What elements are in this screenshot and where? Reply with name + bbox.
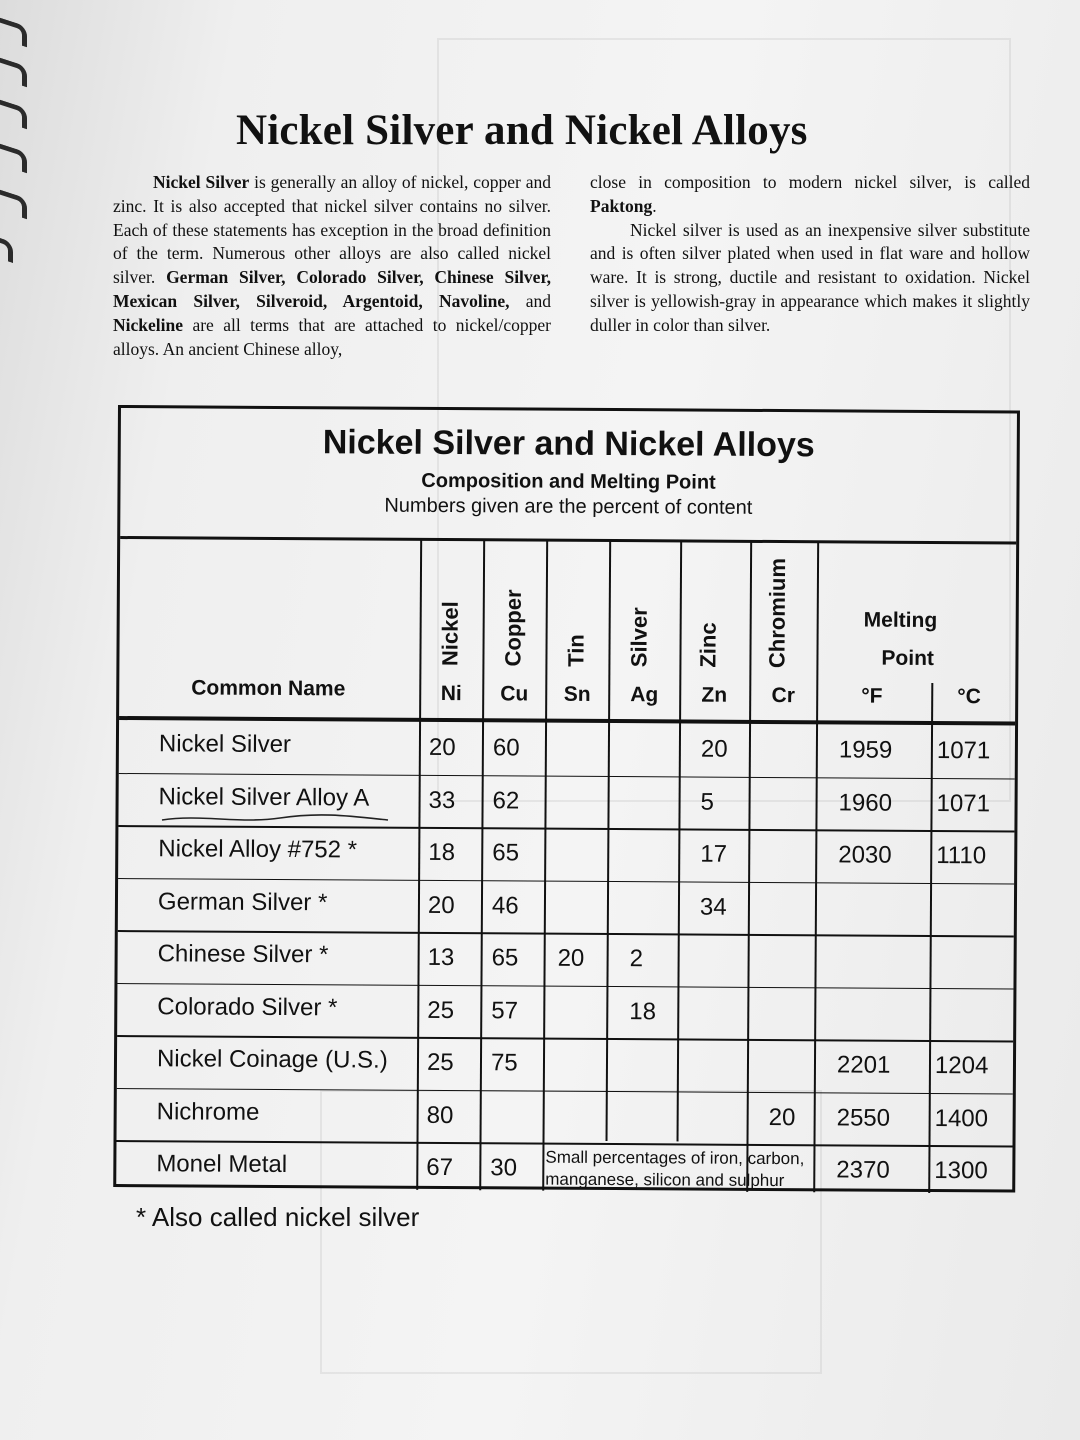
cell-ni: 33	[428, 786, 456, 814]
cell-ni: 67	[426, 1153, 454, 1182]
cell-ni: 25	[427, 996, 455, 1024]
cell-ni: 20	[427, 891, 455, 919]
symbol-cr: Cr	[771, 683, 795, 708]
cell-cr: 20	[768, 1103, 796, 1131]
alloy-name: Chinese Silver *	[157, 940, 329, 969]
row-divider	[118, 930, 1014, 937]
cell-zn: 5	[700, 788, 715, 816]
cell-zn: 34	[699, 893, 727, 921]
right-text-column	[590, 171, 1030, 338]
cell-zn: 20	[700, 735, 728, 763]
left-text-column	[113, 171, 551, 361]
cell-f: 2370	[836, 1156, 890, 1184]
symbol-cu: Cu	[500, 682, 529, 706]
row-divider	[118, 825, 1014, 832]
cell-ni: 13	[427, 943, 455, 972]
composition-remark: Small percentages of iron, carbon, manganese, silicon and sulphur	[545, 1147, 805, 1191]
cell-zn: 17	[700, 840, 728, 868]
intro-paragraph: Nickel Silver is generally an alloy of nickel, copper and zinc. It is also accepted that nickel silver contains no silver. Each of these statements has exception in the broad definition of the term. Numerous other alloys are also called nickel silver. German Silver, Colorado Silver, Chinese Silver, Mexican Silver, Silveroid, Argentoid, Navoline, and Nickeline are all terms that are attached to nickel/copper alloys. An ancient Chinese alloy,	[113, 172, 551, 359]
row-divider	[118, 878, 1014, 885]
cell-c: 1300	[934, 1157, 988, 1185]
row-divider	[117, 983, 1013, 990]
col-silver: Silver	[626, 607, 652, 668]
cell-cu: 57	[491, 996, 519, 1024]
cell-f: 2030	[838, 841, 892, 869]
table-title: Nickel Silver and Nickel Alloys	[322, 423, 815, 465]
cell-f: 1959	[838, 736, 893, 764]
table-note: Numbers given are the percent of content	[384, 494, 753, 519]
symbol-ag: Ag	[630, 683, 659, 707]
row-divider	[119, 773, 1015, 780]
cell-c: 1110	[936, 842, 987, 870]
col-chromium: Chromium	[764, 557, 791, 669]
cell-cu: 75	[490, 1049, 518, 1077]
header-celsius: °C	[957, 685, 981, 709]
cell-ni: 80	[426, 1101, 454, 1129]
alloy-name: Colorado Silver *	[157, 992, 338, 1021]
cell-cu: 46	[491, 891, 519, 919]
header-fahrenheit: °F	[861, 684, 883, 708]
alloy-table	[113, 405, 1020, 1192]
alloy-name: German Silver *	[157, 887, 328, 916]
cell-c: 1071	[936, 789, 991, 817]
row-divider	[117, 1035, 1013, 1042]
row-divider	[117, 1088, 1013, 1095]
cell-ni: 25	[426, 1048, 454, 1077]
symbol-sn: Sn	[563, 682, 591, 706]
spiral-binding	[0, 0, 28, 280]
cell-f: 1960	[838, 788, 893, 817]
cell-f: 2201	[836, 1051, 891, 1079]
cell-c: 1400	[934, 1104, 989, 1132]
cell-cu: 60	[492, 734, 520, 762]
header-common-name: Common Name	[191, 676, 346, 701]
handwritten-underline	[160, 812, 390, 826]
alloy-name: Nickel Coinage (U.S.)	[156, 1045, 388, 1074]
cell-cu: 62	[492, 786, 520, 814]
cell-sn: 20	[557, 944, 585, 972]
cell-ni: 18	[428, 838, 456, 867]
col-tin: Tin	[563, 634, 589, 667]
alloy-name: Nichrome	[156, 1097, 260, 1126]
col-nickel: Nickel	[437, 601, 463, 667]
cell-ag: 18	[629, 997, 657, 1025]
header-melting: Melting	[863, 608, 938, 633]
cell-cu: 65	[491, 944, 519, 972]
alloy-name: Nickel Silver Alloy A	[158, 782, 370, 812]
cell-f: 2550	[836, 1103, 891, 1132]
col-copper: Copper	[500, 589, 526, 667]
col-zinc: Zinc	[695, 622, 721, 668]
cell-c: 1071	[936, 737, 991, 765]
cell-cu: 65	[492, 839, 520, 867]
table-subtitle: Composition and Melting Point	[421, 469, 716, 494]
symbol-zn: Zn	[701, 683, 728, 707]
alloy-name: Nickel Alloy #752 *	[158, 835, 358, 864]
page-title: Nickel Silver and Nickel Alloys	[236, 107, 808, 154]
cell-ag: 2	[629, 945, 644, 973]
symbol-ni: Ni	[440, 681, 462, 706]
usage-paragraph: Nickel silver is used as an inexpensive silver substitute and is often silver plated when used in flat ware and hollow ware. It is strong, ductile and resistant to oxidation. Nickel silver is yellowish-gray in appearance which makes it slightly duller in color than silver.	[590, 219, 1030, 335]
alloy-name: Nickel Silver	[158, 730, 292, 759]
paktong-paragraph: close in composition to modern nickel silver, is called Paktong.	[590, 172, 1030, 216]
cell-ni: 20	[428, 733, 456, 762]
header-point: Point	[881, 646, 935, 670]
table-footnote: * Also called nickel silver	[136, 1202, 420, 1232]
cell-cu: 30	[490, 1154, 518, 1182]
cell-c: 1204	[934, 1052, 989, 1080]
alloy-name: Monel Metal	[156, 1150, 288, 1179]
